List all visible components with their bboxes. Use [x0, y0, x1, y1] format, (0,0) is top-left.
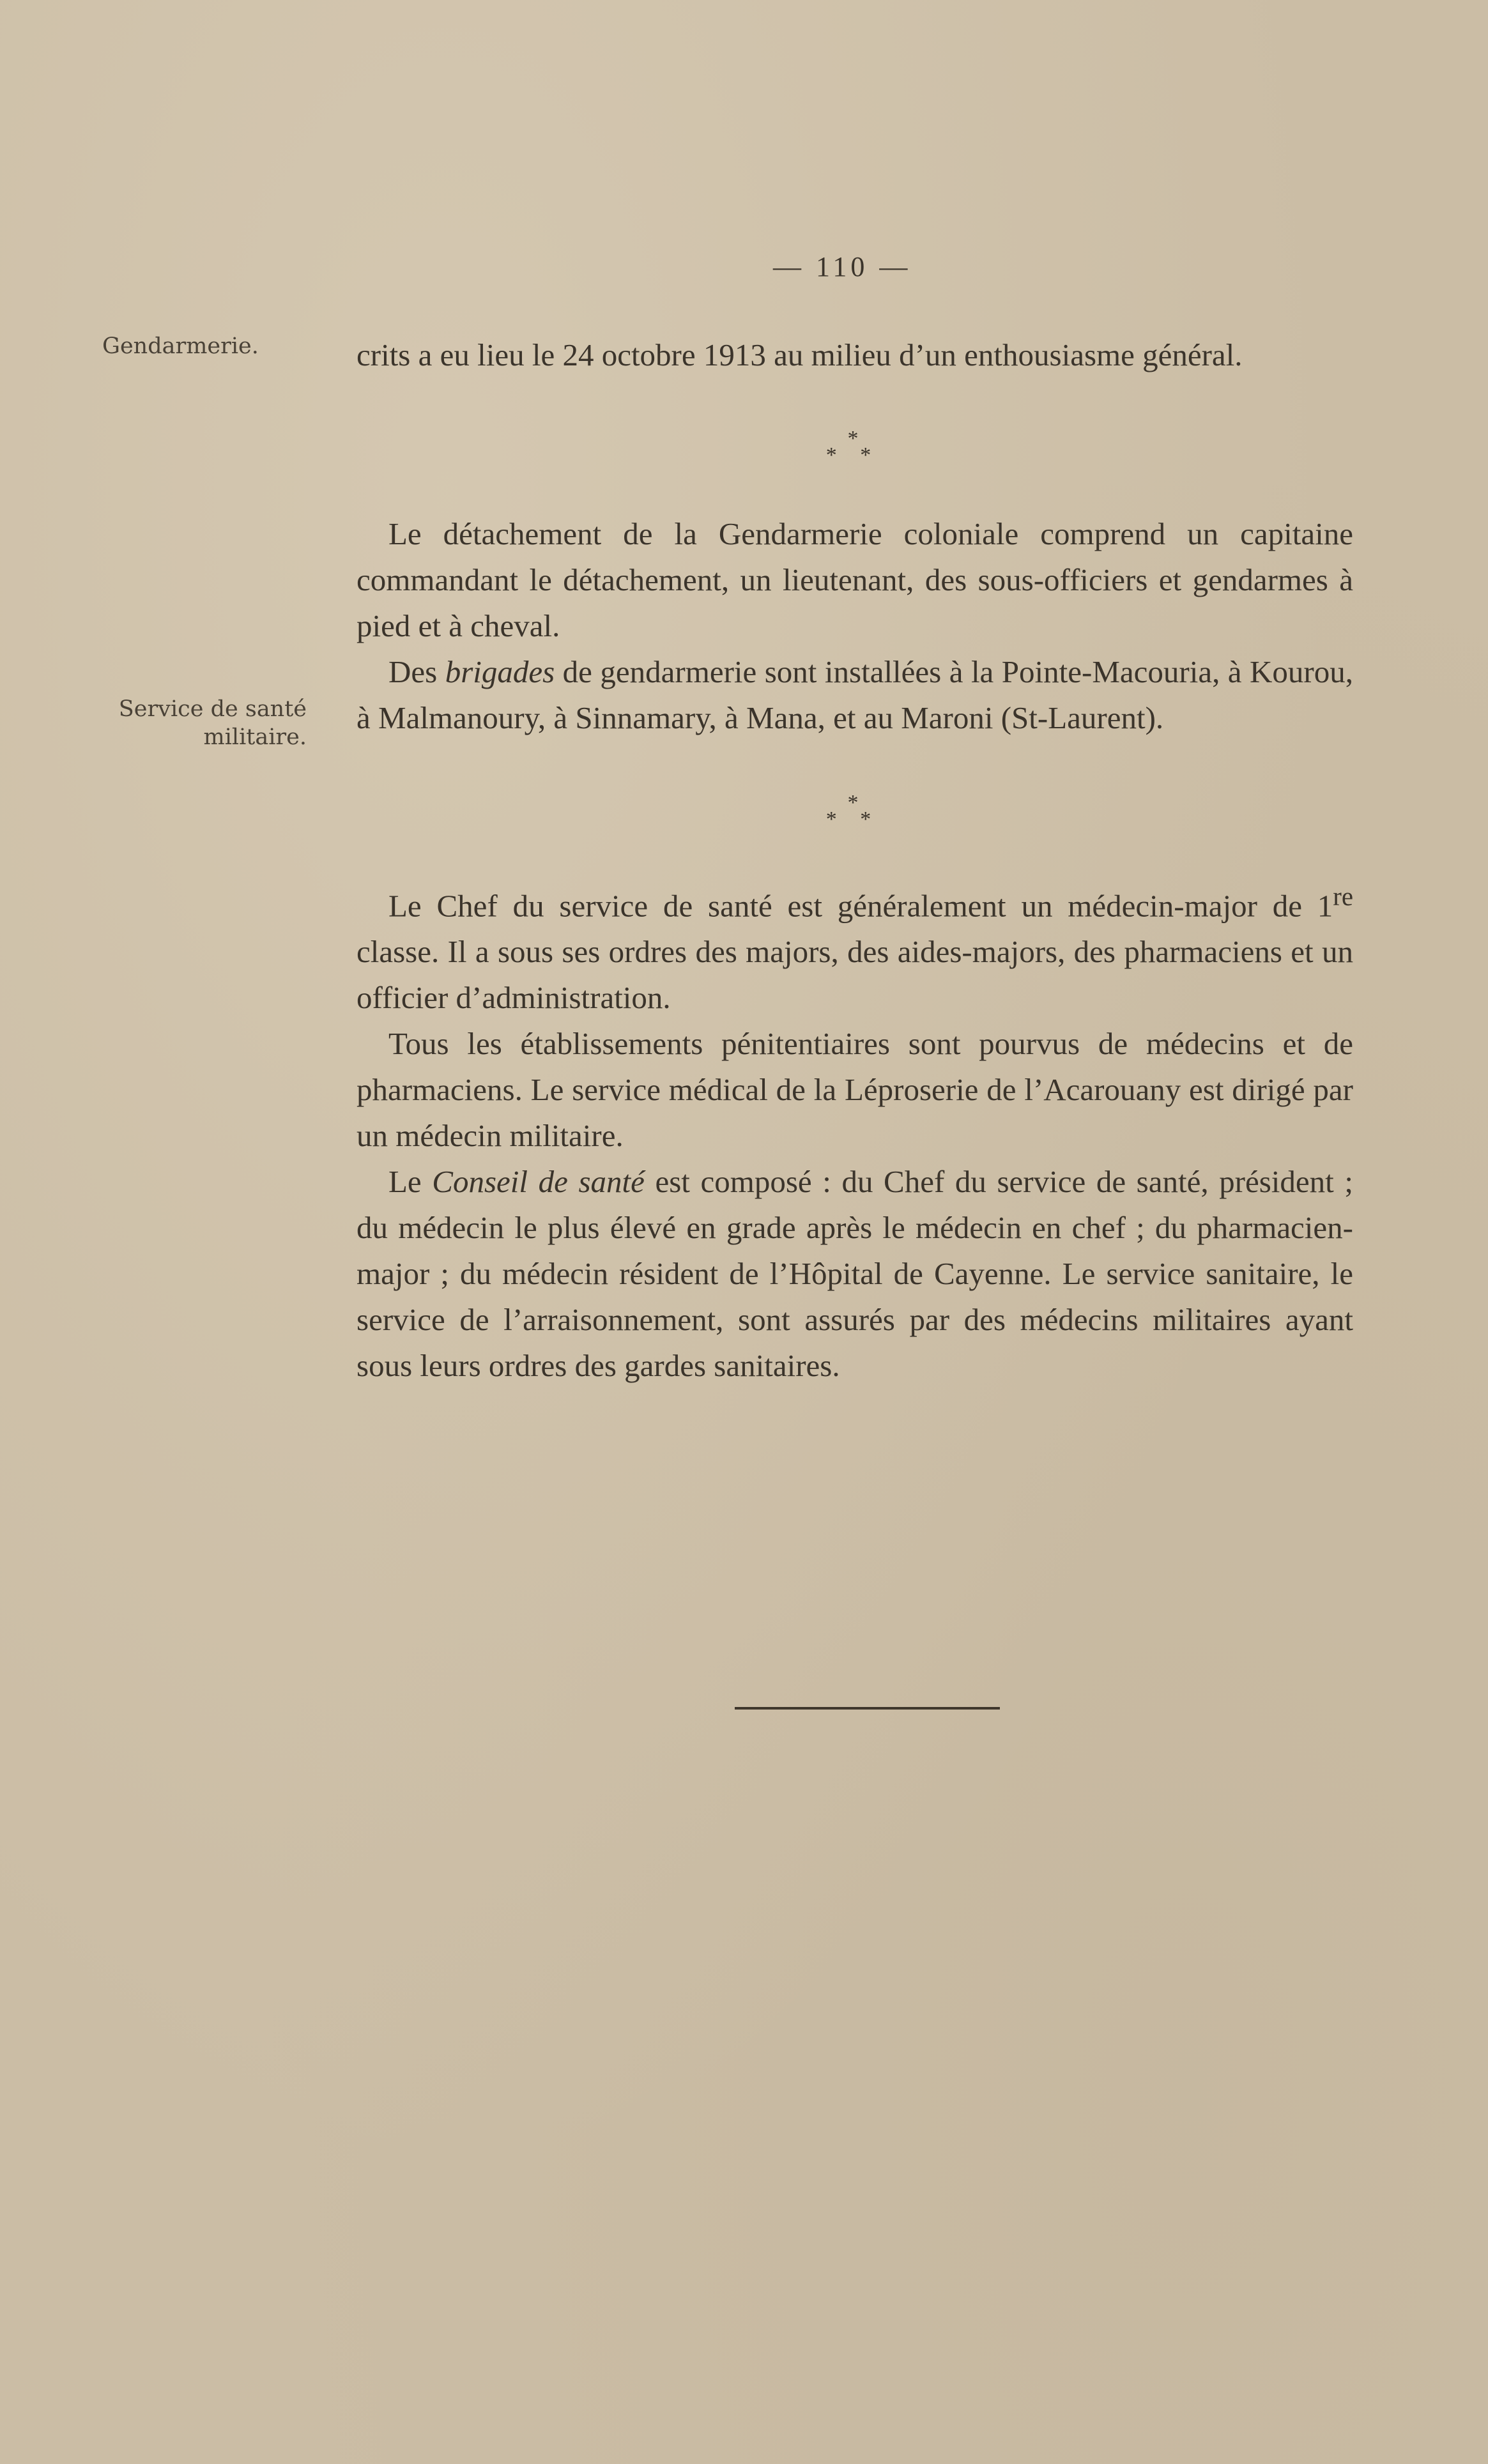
asterism-top: * — [847, 791, 859, 815]
asterism-separator-2 — [824, 791, 882, 831]
sante-paragraph-3 — [357, 1159, 1353, 1389]
asterism-bottom: * * — [825, 443, 880, 467]
margin-note-gendarmerie: Gendarmerie. — [102, 333, 259, 359]
text-segment: classe. Il a sous ses ordres des majors, des aides-majors, des pharmaciens et un officier d’administration. — [357, 934, 1353, 1016]
asterism-separator — [824, 427, 882, 467]
asterism-bottom: * * — [825, 807, 880, 831]
end-rule-divider — [735, 1707, 1000, 1710]
text-segment: Le — [388, 1164, 433, 1200]
page-number: — 110 — — [773, 251, 912, 282]
gendarmerie-paragraph-2 — [357, 649, 1353, 741]
asterism-top: * — [847, 427, 859, 450]
sante-paragraph-2: Tous les établissements pénitentiaires sont pourvus de médecins et de pharmaciens. Le service médical de la Léproserie de l’Acarouany est dirigé par un médecin militaire. — [357, 1026, 1353, 1154]
superscript-re: re — [1333, 882, 1353, 911]
gendarmerie-section — [357, 511, 1353, 741]
continued-paragraph-block — [357, 332, 1353, 378]
italic-brigades: brigades — [445, 654, 555, 689]
continued-paragraph: crits a eu lieu le 24 octobre 1913 au milieu d’un enthousiasme général. — [357, 337, 1243, 372]
text-segment: de gendarmerie sont installées à la Pointe-Macouria, à Kourou, à Malmanoury, à Sinnamary, à Mana, et au Maroni (St-Laurent). — [357, 654, 1353, 735]
sante-section — [357, 874, 1353, 1389]
margin-note-sante-line2: militaire. — [203, 724, 307, 750]
text-segment: Le Chef du service de santé est généralement un médecin-major de 1 — [388, 888, 1333, 924]
sante-paragraph-1 — [357, 874, 1353, 1021]
margin-note-sante-line1: Service de santé — [118, 696, 307, 722]
italic-conseil-de-sante: Conseil de santé — [432, 1164, 645, 1200]
margin-note-service-de-sante — [96, 695, 307, 751]
text-segment: Des — [388, 654, 445, 689]
gendarmerie-paragraph-1: Le détachement de la Gendarmerie coloniale comprend un capitaine commandant le détachement, un lieutenant, des sous-officiers et gendarmes à pied et à cheval. — [357, 516, 1353, 643]
text-segment: est composé : du Chef du service de santé, président ; du médecin le plus élevé en grade après le médecin en chef ; du pharmacien-major ; du médecin résident de l’Hôpital de Cayenne. Le service sanitaire, le service de l’arraisonnement, sont assurés par des médecins militaires ayant sous leurs ordres des gardes sanitaires. — [357, 1164, 1353, 1384]
